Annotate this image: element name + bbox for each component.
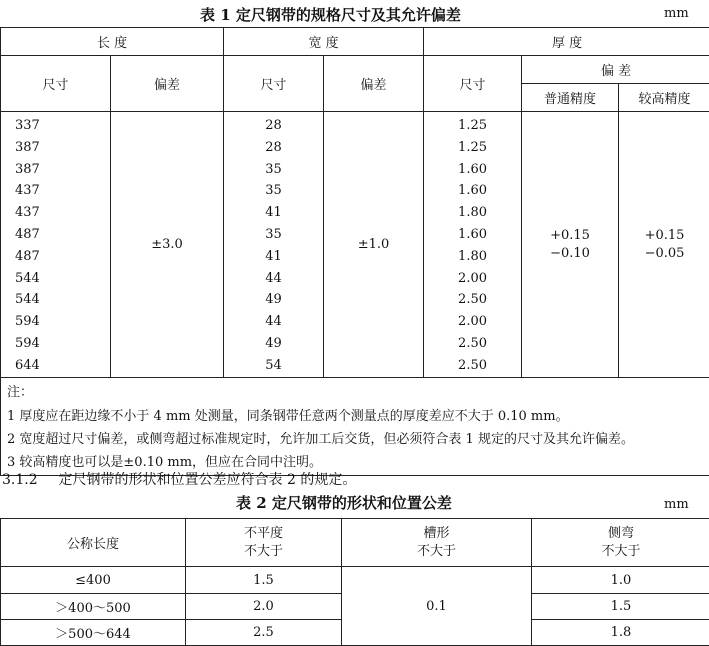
header-width: 宽 度 <box>224 28 424 56</box>
notes-cell <box>1 378 709 476</box>
length-size: 387 <box>15 137 110 159</box>
thickness-size: 1.80 <box>424 246 521 268</box>
high-dev-upper: +0.15 <box>619 227 709 245</box>
width-size: 35 <box>224 224 323 246</box>
length-size: 437 <box>15 180 110 202</box>
header-trough <box>342 519 532 567</box>
note-item: 2 宽度超过尺寸偏差，或侧弯超过标准规定时，允许加工后交货，但必须符合表 1 规定的尺寸及其允许偏差。 <box>7 429 709 452</box>
normal-dev-lower: −0.10 <box>522 245 618 263</box>
thickness-size: 2.50 <box>424 333 521 355</box>
width-size: 44 <box>224 311 323 333</box>
width-sizes-cell <box>224 112 324 378</box>
row-flatness: 2.5 <box>186 620 342 646</box>
camber-line2: 不大于 <box>532 543 709 561</box>
table1-title: 表 1 定尺钢带的规格尺寸及其允许偏差 <box>200 4 461 25</box>
width-size: 28 <box>224 137 323 159</box>
table2 <box>0 518 709 646</box>
header-thickness-deviation: 偏 差 <box>522 56 709 84</box>
header-width-size: 尺寸 <box>224 56 324 112</box>
length-size: 437 <box>15 202 110 224</box>
header-normal-precision: 普通精度 <box>522 84 619 112</box>
thickness-sizes-cell <box>424 112 522 378</box>
header-length-deviation: 偏差 <box>111 56 224 112</box>
trough-line1: 槽形 <box>342 525 531 543</box>
note-item: 1 厚度应在距边缘不小于 4 mm 处测量，同条钢带任意两个测量点的厚度差应不大于 0.10 mm。 <box>7 406 709 429</box>
length-size: 544 <box>15 289 110 311</box>
thickness-size: 2.50 <box>424 355 521 377</box>
thickness-size: 1.25 <box>424 115 521 137</box>
header-thickness-size: 尺寸 <box>424 56 522 112</box>
width-size: 44 <box>224 268 323 290</box>
row-length: ＞400～500 <box>1 594 186 620</box>
table1 <box>0 27 709 476</box>
row-camber: 1.0 <box>532 567 709 594</box>
width-size: 28 <box>224 115 323 137</box>
row-flatness: 2.0 <box>186 594 342 620</box>
row-flatness: 1.5 <box>186 567 342 594</box>
header-length: 长 度 <box>1 28 224 56</box>
table1-unit: mm <box>664 6 689 21</box>
length-size: 337 <box>15 115 110 137</box>
length-size: 594 <box>15 311 110 333</box>
length-size: 487 <box>15 224 110 246</box>
width-size: 49 <box>224 333 323 355</box>
width-deviation-cell: ±1.0 <box>324 112 424 378</box>
width-size: 41 <box>224 246 323 268</box>
high-dev-lower: −0.05 <box>619 245 709 263</box>
length-size: 487 <box>15 246 110 268</box>
header-flatness <box>186 519 342 567</box>
width-size: 49 <box>224 289 323 311</box>
header-camber <box>532 519 709 567</box>
thickness-size: 2.00 <box>424 268 521 290</box>
notes-label: 注： <box>7 382 709 406</box>
trough-value: 0.1 <box>342 567 532 646</box>
length-size: 387 <box>15 159 110 181</box>
header-length-size: 尺寸 <box>1 56 111 112</box>
note-item: 3 较高精度也可以是±0.10 mm，但应在合同中注明。 <box>7 452 709 475</box>
section-number: 3.1.2 <box>2 472 38 488</box>
camber-line1: 侧弯 <box>532 525 709 543</box>
row-camber: 1.5 <box>532 594 709 620</box>
width-size: 35 <box>224 159 323 181</box>
thickness-size: 1.60 <box>424 180 521 202</box>
header-nominal-length: 公称长度 <box>1 519 186 567</box>
flatness-line1: 不平度 <box>186 525 341 543</box>
section-clause <box>2 469 356 489</box>
width-size: 54 <box>224 355 323 377</box>
high-precision-cell <box>619 112 709 378</box>
thickness-size: 1.25 <box>424 137 521 159</box>
normal-precision-cell <box>522 112 619 378</box>
trough-line2: 不大于 <box>342 543 531 561</box>
length-size: 594 <box>15 333 110 355</box>
length-sizes-cell <box>1 112 111 378</box>
flatness-line2: 不大于 <box>186 543 341 561</box>
thickness-size: 2.00 <box>424 311 521 333</box>
row-length: ＞500～644 <box>1 620 186 646</box>
thickness-size: 2.50 <box>424 289 521 311</box>
length-size: 544 <box>15 268 110 290</box>
row-length: ≤400 <box>1 567 186 594</box>
normal-dev-upper: +0.15 <box>522 227 618 245</box>
header-high-precision: 较高精度 <box>619 84 709 112</box>
table2-unit: mm <box>664 497 689 512</box>
thickness-size: 1.60 <box>424 159 521 181</box>
table2-title: 表 2 定尺钢带的形状和位置公差 <box>236 492 452 513</box>
table-row <box>1 567 709 594</box>
width-size: 41 <box>224 202 323 224</box>
thickness-size: 1.60 <box>424 224 521 246</box>
thickness-size: 1.80 <box>424 202 521 224</box>
length-size: 644 <box>15 355 110 377</box>
length-deviation-cell: ±3.0 <box>111 112 224 378</box>
header-thickness: 厚 度 <box>424 28 709 56</box>
header-width-deviation: 偏差 <box>324 56 424 112</box>
section-text: 定尺钢带的形状和位置公差应符合表 2 的规定。 <box>59 472 357 488</box>
width-size: 35 <box>224 180 323 202</box>
row-camber: 1.8 <box>532 620 709 646</box>
